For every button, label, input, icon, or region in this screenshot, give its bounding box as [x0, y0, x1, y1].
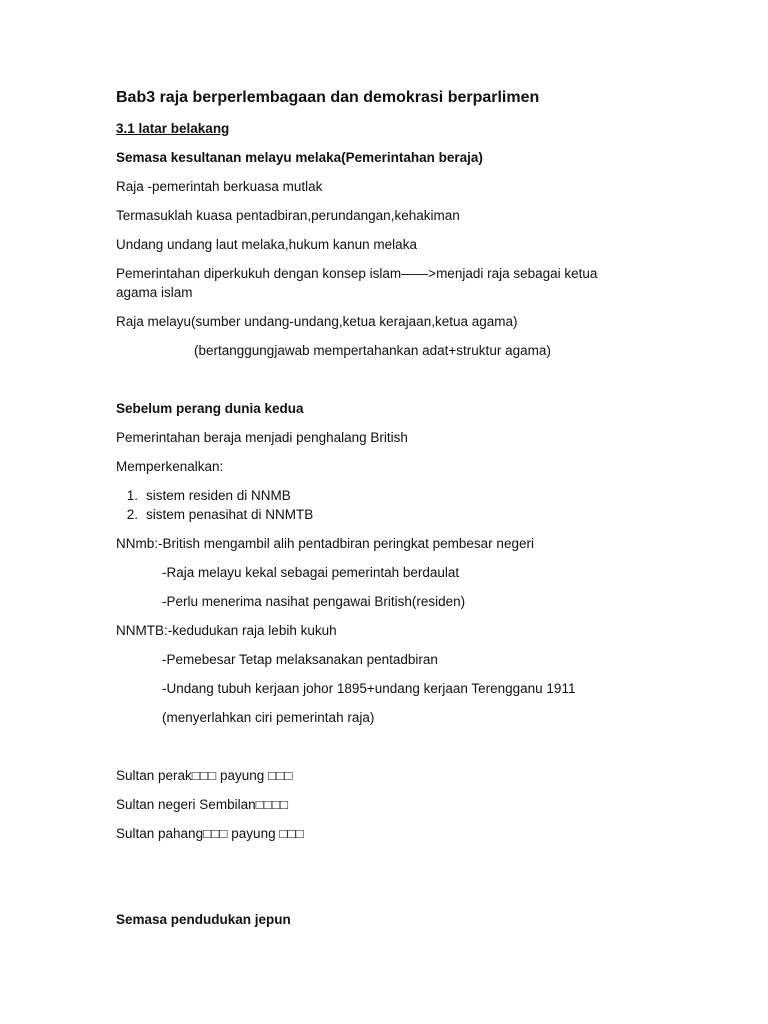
paragraph: Undang undang laut melaka,hukum kanun melaka	[116, 237, 417, 252]
paragraph: Sultan perak□□□ payung □□□	[116, 768, 293, 783]
paragraph-indented: -Perlu menerima nasihat pengawai British(residen)	[162, 594, 466, 609]
paragraph-indented: (menyerlahkan ciri pemerintah raja)	[162, 710, 375, 725]
list-text: sistem penasihat di NNMTB	[146, 507, 314, 522]
paragraph: Memperkenalkan:	[116, 459, 224, 474]
paragraph: Pemerintahan beraja menjadi penghalang British	[116, 430, 408, 445]
list-item	[114, 505, 313, 524]
list-number: 1.	[126, 488, 138, 503]
subheading-japanese-occupation: Semasa pendudukan jepun	[116, 912, 291, 927]
paragraph: Sultan pahang□□□ payung □□□	[116, 826, 304, 841]
paragraph-indented: -Pemebesar Tetap melaksanakan pentadbiran	[162, 652, 438, 667]
list-number: 2.	[126, 507, 138, 522]
paragraph: NNmb:-British mengambil alih pentadbiran peringkat pembesar negeri	[116, 536, 534, 551]
paragraph: Pemerintahan diperkukuh dengan konsep islam——>menjadi raja sebagai ketua agama islam	[116, 266, 598, 300]
paragraph: Termasuklah kuasa pentadbiran,perundangan,kehakiman	[116, 208, 460, 223]
subheading-melaka: Semasa kesultanan melayu melaka(Pemerintahan beraja)	[116, 150, 483, 165]
subheading-prewar: Sebelum perang dunia kedua	[116, 401, 304, 416]
section-heading: 3.1 latar belakang	[116, 121, 230, 136]
list-text: sistem residen di NNMB	[146, 488, 291, 503]
paragraph: Raja -pemerintah berkuasa mutlak	[116, 179, 323, 194]
paragraph-indented: (bertanggungjawab mempertahankan adat+struktur agama)	[194, 343, 551, 358]
document-title: Bab3 raja berperlembagaan dan demokrasi berparlimen	[116, 89, 540, 106]
list-item	[114, 486, 291, 505]
paragraph-indented: -Raja melayu kekal sebagai pemerintah berdaulat	[162, 565, 460, 580]
paragraph: Raja melayu(sumber undang-undang,ketua kerajaan,ketua agama)	[116, 314, 518, 329]
paragraph-indented: -Undang tubuh kerjaan johor 1895+undang kerjaan Terengganu 1911	[162, 681, 576, 696]
paragraph: NNMTB:-kedudukan raja lebih kukuh	[116, 623, 337, 638]
paragraph: Sultan negeri Sembilan□□□□	[116, 797, 289, 812]
